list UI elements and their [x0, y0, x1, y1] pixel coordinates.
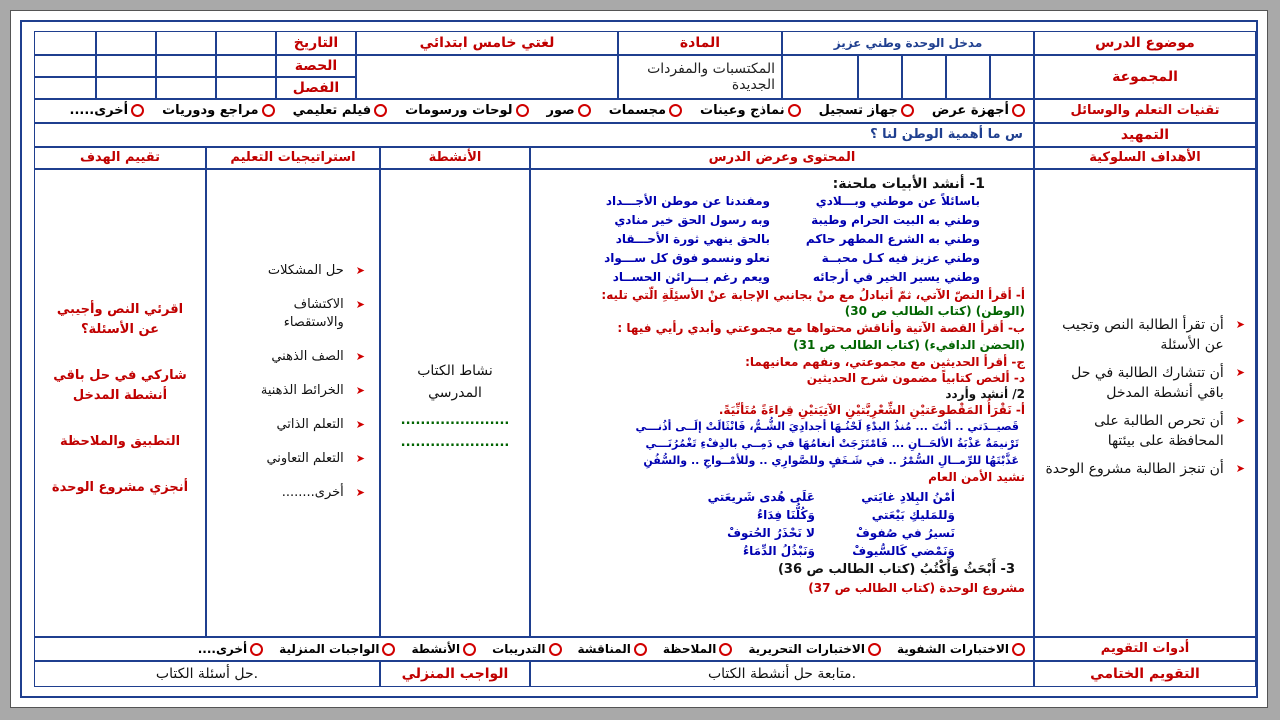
subject-value: لغتي خامس ابتدائي	[356, 31, 618, 55]
project: مشروع الوحدة (كتاب الطالب ص 37)	[808, 581, 1025, 595]
objective-item: ➤ أن تنجز الطالبة مشروع الوحدة	[1045, 461, 1245, 477]
triangle-bullet-icon: ➤	[1235, 414, 1245, 427]
question-a1-ref: (الوطن) (كتاب الطالب ص 30)	[844, 304, 1025, 318]
radio-icon[interactable]	[250, 643, 263, 656]
date-label: التاريخ	[276, 31, 356, 55]
homework-label: الواجب المنزلي	[380, 661, 530, 687]
objective-item: ➤ أن تتشارك الطالبة في حل باقي أنشطة المدخل	[1071, 365, 1245, 401]
radio-icon[interactable]	[463, 643, 476, 656]
header-objectives: الأهداف السلوكية	[1034, 147, 1256, 169]
radio-icon[interactable]	[788, 104, 801, 117]
resources-options	[34, 99, 1034, 123]
poem3	[539, 488, 955, 560]
final-label: التقويم الختامي	[1034, 661, 1256, 687]
item2-title: 2/ أنشد وأردد	[945, 387, 1025, 401]
poem2-line: تَرْنيمَةٌ عَذْبَةُ الألحَــانِ ... فَامْتَزَجَتْ أنغامُهَا في دَمِــي بالدِفْءِ تَغْمُرُنَـــي	[645, 437, 1019, 450]
header-evaluation: تقييم الهدف	[34, 147, 206, 169]
question-a2: أ- نَقْرَأُ المَقْطوعَتيْنِ الشِّعْرِيَّتيْنِ الآتِيَتيْنِ قِراءَةً مُتَأنِّيَةً.	[718, 403, 1025, 417]
class-cell-4	[34, 77, 96, 99]
question-d1: د- ألخص كتابياً مضمون شرح الحديثين	[806, 371, 1025, 385]
poem1-line: وطني عزيز فيه كـل محبــة نعلو ونسمو فوق كل ســـواد	[604, 251, 980, 265]
objective-item: ➤ أن تحرص الطالبة على المحافظة على بيئتها	[1094, 413, 1245, 449]
assessment-options	[34, 637, 1034, 661]
header-activities: الأنشطة	[380, 147, 530, 169]
item3: 3- أَبْحَثُ وَأَكْتُبُ (كتاب الطالب ص 36)	[777, 562, 1015, 577]
poem3-line: أمْنُ البِلادِ غايَتي عَلَى هُدى شَريعَتي	[707, 490, 955, 504]
radio-icon[interactable]	[634, 643, 647, 656]
date-cell-2	[156, 31, 216, 55]
triangle-bullet-icon: ➤	[355, 486, 365, 499]
activities-text: نشاط الكتاب المدرسي	[417, 363, 493, 401]
question-c1: ج- أقرأ الحديثين مع مجموعتي، ونفهم معانيهما:	[745, 355, 1025, 369]
poem1-line: وطني به البيت الحرام وطيبة وبه رسول الحق خير منادي	[614, 213, 980, 227]
resources-label: تقنيات التعلم والوسائل	[1034, 99, 1256, 123]
date-cell-3	[96, 31, 156, 55]
assessment-option-2[interactable]: الاختبارات التحريرية	[748, 641, 881, 657]
resource-option-4[interactable]: مجسمات	[609, 103, 682, 119]
activities-cell	[380, 169, 530, 637]
header-content: المحتوى وعرض الدرس	[530, 147, 1034, 169]
triangle-bullet-icon: ➤	[1235, 318, 1245, 331]
class-label: الفصل	[276, 77, 356, 99]
assessment-option-3[interactable]: الملاحظة	[663, 641, 732, 657]
period-cell-1	[216, 55, 276, 77]
radio-icon[interactable]	[1012, 104, 1025, 117]
strategy-item: ➤ الاكتشاف والاستقصاء	[283, 297, 365, 330]
triangle-bullet-icon: ➤	[355, 418, 365, 431]
question-b1-ref: (الحضن الدافيء) (كتاب الطالب ص 31)	[793, 338, 1025, 352]
assessment-option-1[interactable]: الاختبارات الشفوية	[897, 641, 1025, 657]
resource-option-7[interactable]: فيلم تعليمي	[293, 103, 388, 119]
poem1-line: وطني يسير الخير في أرجائه ويعم رغم بـــرائن الحســاد	[612, 270, 980, 284]
item1-title: 1- أنشد الأبيات ملحنة:	[832, 176, 985, 192]
vocab-label: المكتسبات والمفردات الجديدة	[618, 55, 782, 99]
resource-option-6[interactable]: لوحات ورسومات	[405, 103, 528, 119]
strategy-item: ➤ التعلم الذاتي	[276, 417, 365, 432]
period-label: الحصة	[276, 55, 356, 77]
header-strategies: استراتيجيات التعليم	[206, 147, 380, 169]
assessment-option-8[interactable]: أخرى....	[198, 641, 263, 657]
class-cell-3	[96, 77, 156, 99]
group-cell-2	[946, 55, 990, 99]
assessment-option-7[interactable]: الواجبات المنزلية	[279, 641, 395, 657]
poem1-line: باسائلاً عن موطني وبـــلادي ومفندنا عن موطن الأجـــداد	[605, 194, 980, 208]
activities-dots-2: ......................	[400, 435, 510, 450]
class-cell-2	[156, 77, 216, 99]
strategy-item: ➤ حل المشكلات	[267, 263, 365, 278]
poem1	[539, 192, 980, 287]
evaluation-item: التطبيق والملاحظة	[59, 434, 181, 449]
date-cell-4	[34, 31, 96, 55]
triangle-bullet-icon: ➤	[355, 384, 365, 397]
strategy-item: ➤ الخرائط الذهنية	[260, 383, 365, 398]
group-cell-4	[858, 55, 902, 99]
triangle-bullet-icon: ➤	[355, 452, 365, 465]
evaluation-item: شاركي في حل باقي أنشطة المدخل	[53, 368, 187, 403]
strategies-cell	[206, 169, 380, 637]
period-cell-4	[34, 55, 96, 77]
period-cell-3	[96, 55, 156, 77]
group-cell-5	[782, 55, 858, 99]
radio-icon[interactable]	[549, 643, 562, 656]
poem1-line: وطني به الشرع المطهر حاكم بالحق ينهي ثورة الأحـــقاد	[615, 232, 980, 246]
radio-icon[interactable]	[669, 104, 682, 117]
final-value: متابعة حل أنشطة الكتاب.	[530, 661, 1034, 687]
poem3-line: وَللمَليكِ بَيْعَتي وَكُلُّنَا فِدَاءُ	[757, 508, 955, 522]
topic-value: مدخل الوحدة وطني عزيز	[782, 31, 1034, 55]
radio-icon[interactable]	[719, 643, 732, 656]
radio-icon[interactable]	[374, 104, 387, 117]
resource-option-1[interactable]: أجهزة عرض	[932, 103, 1025, 119]
assessment-option-5[interactable]: التدريبات	[492, 641, 561, 657]
poem3-line: وَنَمْضي كَالسُّيوفْ وَنَبْذُلُ الدِّمَاءُ	[742, 544, 955, 558]
radio-icon[interactable]	[901, 104, 914, 117]
radio-icon[interactable]	[868, 643, 881, 656]
resource-option-9[interactable]: أخرى.....	[70, 103, 145, 119]
intro-label: التمهيد	[1034, 123, 1256, 147]
radio-icon[interactable]	[262, 104, 275, 117]
triangle-bullet-icon: ➤	[1235, 462, 1245, 475]
question-b1: ب- أقرأ القصة الآتية وأناقش محتواها مع مجموعتي وأبدي رأيي فيها :	[617, 321, 1025, 335]
group-label: المجموعة	[1034, 55, 1256, 99]
triangle-bullet-icon: ➤	[355, 264, 365, 277]
triangle-bullet-icon: ➤	[355, 350, 365, 363]
class-cell-1	[216, 77, 276, 99]
poem2-line: عَذَّبْتَهُا للرِّمــالِ السُّمْرُ .. في شَـغَفٍ وللصَّوارِي .. وللأمْــواجِ .. والسُّفُنِ	[643, 454, 1019, 467]
triangle-bullet-icon: ➤	[355, 298, 365, 311]
activities-dots: ......................	[400, 413, 510, 428]
topic-label: موضوع الدرس	[1034, 31, 1256, 55]
group-cell-3	[902, 55, 946, 99]
objectives-cell	[1034, 169, 1256, 637]
radio-icon[interactable]	[578, 104, 591, 117]
question-a1: أ- أقرأ النصّ الآتي، ثمّ أتبادلُ مع منْ بجانبي الإجابة عنْ الأسئِلَةِ الّتي تليه:	[601, 288, 1025, 302]
evaluation-cell	[34, 169, 206, 637]
resource-option-3[interactable]: نماذج وعينات	[700, 103, 801, 119]
radio-icon[interactable]	[131, 104, 144, 117]
evaluation-item: أنجزي مشروع الوحدة	[51, 480, 189, 495]
triangle-bullet-icon: ➤	[1235, 366, 1245, 379]
radio-icon[interactable]	[382, 643, 395, 656]
strategy-item: ➤ أخرى........	[281, 485, 365, 500]
date-cell-1	[216, 31, 276, 55]
period-cell-2	[156, 55, 216, 77]
content-cell	[530, 169, 1034, 637]
objective-item: ➤ أن تقرأ الطالبة النص وتجيب عن الأسئلة	[1062, 317, 1245, 353]
poem3-line: نَسيرُ في صُفوفْ لا نَحْذَرُ الحُتوفْ	[727, 526, 955, 540]
strategy-item: ➤ التعلم التعاوني	[266, 451, 365, 466]
assessment-option-6[interactable]: الأنشطة	[411, 641, 476, 657]
poem2-line: قَصيــدَتي .. أنْتَ ... مُنذُ البدْءِ لَحْنُـهَا أجدادِيَ الشُّـمُّ، فَانْثَالَتْ إلَــى أذُنـــي	[635, 420, 1019, 433]
vocab-value	[356, 55, 618, 99]
evaluation-item: اقرئي النص وأجيبي عن الأسئلة؟	[56, 302, 184, 337]
subject-label: المادة	[618, 31, 782, 55]
strategy-item: ➤ الصف الذهني	[271, 349, 365, 364]
poem2	[539, 418, 1019, 469]
radio-icon[interactable]	[1012, 643, 1025, 656]
homework-value: حل أسئلة الكتاب.	[34, 661, 380, 687]
radio-icon[interactable]	[516, 104, 529, 117]
resource-option-2[interactable]: جهاز تسجيل	[819, 103, 914, 119]
resource-option-8[interactable]: مراجع ودوريات	[162, 103, 275, 119]
group-cell-1	[990, 55, 1034, 99]
anthem-title: نشيد الأمن العام	[928, 470, 1025, 484]
intro-question: س ما أهمية الوطن لنا ؟	[34, 123, 1034, 147]
resource-option-5[interactable]: صور	[547, 103, 591, 119]
assessment-label: أدوات التقويم	[1034, 637, 1256, 661]
assessment-option-4[interactable]: المناقشة	[578, 641, 647, 657]
